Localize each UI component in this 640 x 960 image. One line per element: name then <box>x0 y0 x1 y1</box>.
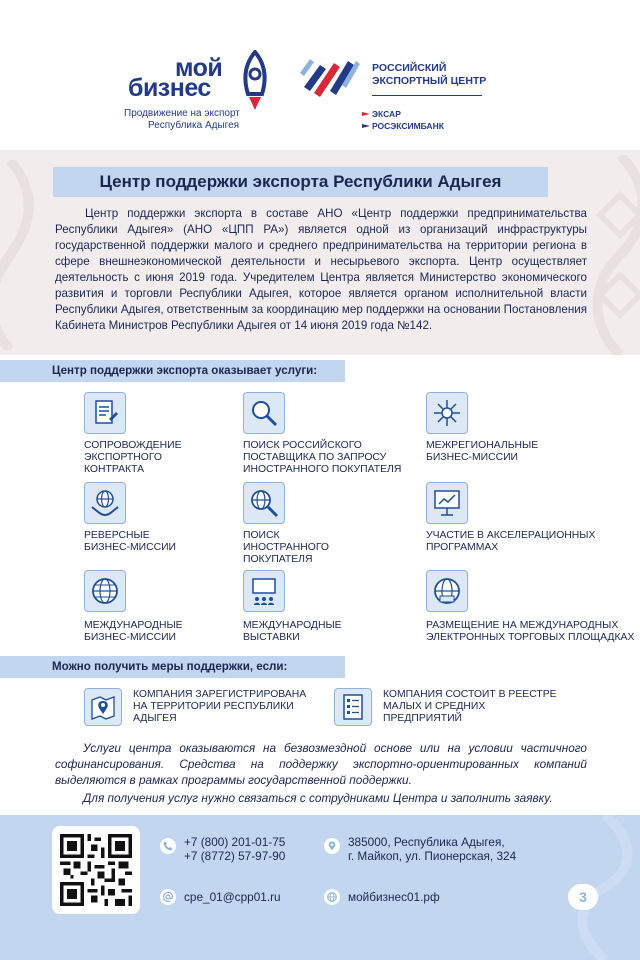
qr-code[interactable] <box>52 826 140 914</box>
conditions-heading: Можно получить меры поддержки, если: <box>52 660 288 673</box>
services-heading: Центр поддержки экспорта оказывает услуги: <box>52 364 318 377</box>
document-icon <box>89 397 121 429</box>
web-globe-icon <box>431 575 463 607</box>
logo-word-biznes: бизнес <box>128 74 211 102</box>
presentation-icon <box>431 487 463 519</box>
globe-hands-icon <box>89 487 121 519</box>
ornament-right-icon <box>585 155 640 355</box>
header <box>0 0 640 150</box>
website-link[interactable]: мойбизнес01.рф <box>348 890 440 904</box>
service-label: ПОИСК ИНОСТРАННОГО ПОКУПАТЕЛЯ <box>243 530 329 565</box>
note-paragraph-1: Услуги центра оказываются на безвозмездной основе или на условии частичного софинансирования. Средства на поддержку экспортно-ориентированных компаний выделяются в рамках программы государственной поддержки. <box>55 741 587 787</box>
globe-search-icon <box>248 487 280 519</box>
service-label: СОПРОВОЖДЕНИЕ ЭКСПОРТНОГО КОНТРАКТА <box>84 440 182 475</box>
roseximbank-label: РОСЭКСИМБАНК <box>372 121 444 131</box>
exar-label: ЭКСАР <box>372 109 401 119</box>
page-number: 3 <box>568 884 598 910</box>
condition-label: КОМПАНИЯ ЗАРЕГИСТРИРОВАНА НА ТЕРРИТОРИИ РЕСПУБЛИКИ АДЫГЕЯ <box>133 689 307 724</box>
phone-numbers[interactable] <box>184 835 285 863</box>
note-paragraph-2: Для получения услуг нужно связаться с сотрудниками Центра и заполнить заявку. <box>83 791 553 805</box>
divider <box>372 95 482 96</box>
service-label: МЕЖДУНАРОДНЫЕ БИЗНЕС-МИССИИ <box>84 620 183 643</box>
services-heading-bar <box>0 360 345 382</box>
service-icon-box <box>243 392 285 434</box>
title-bar <box>53 167 548 197</box>
ornament-left-icon <box>0 160 40 350</box>
location-pin-icon <box>324 838 340 854</box>
service-label: МЕЖРЕГИОНАЛЬНЫЕ БИЗНЕС-МИССИИ <box>426 440 539 463</box>
service-label: РЕВЕРСНЫЕ БИЗНЕС-МИССИИ <box>84 530 177 553</box>
map-pin-icon <box>88 692 118 722</box>
service-label: ПОИСК РОССИЙСКОГО ПОСТАВЩИКА ПО ЗАПРОСУ ИНОСТРАННОГО ПОКУПАТЕЛЯ <box>243 440 402 475</box>
exar-marker-icon <box>362 112 370 116</box>
moi-biznes-logo <box>120 52 290 132</box>
condition-label: КОМПАНИЯ СОСТОИТ В РЕЕСТРЕ МАЛЫХ И СРЕДНИХ ПРЕДПРИЯТИЙ <box>383 689 557 724</box>
website-globe-icon <box>324 889 340 905</box>
service-icon-box <box>84 482 126 524</box>
service-label: УЧАСТИЕ В АКСЕЛЕРАЦИОННЫХ ПРОГРАММАХ <box>426 530 596 553</box>
rocket-icon <box>240 50 270 112</box>
address-line-1: 385000, Республика Адыгея, <box>348 835 505 849</box>
roseximbank-marker-icon <box>362 124 370 128</box>
service-icon-box <box>426 482 468 524</box>
address-line-2: г. Майкоп, ул. Пионерская, 324 <box>348 849 517 863</box>
globe-icon <box>89 575 121 607</box>
rec-name-line-2: ЭКСПОРТНЫЙ ЦЕНТР <box>372 75 487 87</box>
logo-tagline-1: Продвижение на экспорт <box>124 108 240 119</box>
phone-1[interactable]: +7 (800) 201-01-75 <box>184 835 286 849</box>
email-link[interactable]: cpe_01@cpp01.ru <box>184 890 281 904</box>
phone-icon <box>160 838 176 854</box>
service-icon-box <box>84 392 126 434</box>
page-title: Центр поддержки экспорта Республики Адыгея <box>99 172 502 191</box>
service-label: РАЗМЕЩЕНИЕ НА МЕЖДУНАРОДНЫХ ЭЛЕКТРОННЫХ ТОРГОВЫХ ПЛОЩАДКАХ <box>426 620 635 643</box>
service-icon-box <box>426 570 468 612</box>
phone-2[interactable]: +7 (8772) 57-97-90 <box>184 849 286 863</box>
intro-paragraph: Центр поддержки экспорта в составе АНО «Центр поддержки предпринимательства Республики Адыгея» (АНО «ЦПП РА») является одной из организаций инфраструктуры государственной поддержки малого и среднего предпринимательства на территории региона в сфере внешнеэкономической деятельности и несырьевого экспорта. Центр осуществляет деятельность с июня 2019 года. Учредителем Центра является Министерство экономического развития и торговли Республики Адыгея, которое является органом исполнительной власти Республики Адыгея, ответственным за координацию мер поддержки на основании Постановления Кабинета Министров Республики Адыгея от 14 июня 2019 года №142. <box>55 207 587 332</box>
service-icon-box <box>426 392 468 434</box>
service-icon-box <box>243 482 285 524</box>
rec-emblem-icon <box>300 55 362 97</box>
magnifier-icon <box>248 397 280 429</box>
service-label: МЕЖДУНАРОДНЫЕ ВЫСТАВКИ <box>243 620 342 643</box>
conditions-heading-bar <box>0 656 345 678</box>
address <box>348 835 516 863</box>
condition-icon-box <box>334 688 372 726</box>
network-icon <box>431 397 463 429</box>
condition-icon-box <box>84 688 122 726</box>
service-icon-box <box>243 570 285 612</box>
service-icon-box <box>84 570 126 612</box>
email-icon <box>160 889 176 905</box>
qr-code-icon <box>60 834 132 906</box>
rec-name-line-1: РОССИЙСКИЙ <box>372 62 447 74</box>
rec-logo <box>300 55 500 135</box>
exhibition-icon <box>248 575 280 607</box>
registry-icon <box>338 692 368 722</box>
logo-word-moi: мой <box>175 54 223 82</box>
logo-tagline-2: Республика Адыгея <box>148 120 240 131</box>
